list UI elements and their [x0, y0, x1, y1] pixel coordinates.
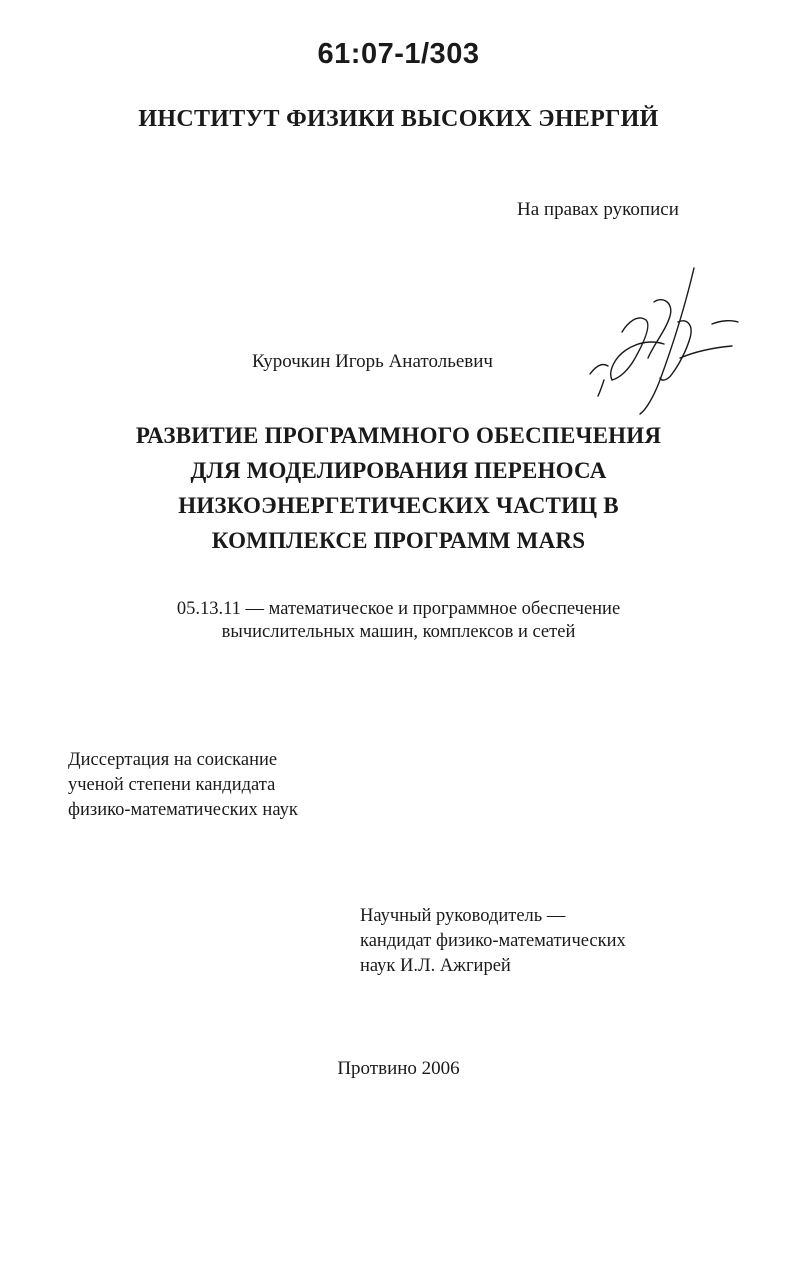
- dissertation-title: [0, 418, 797, 558]
- signature-stroke: [598, 380, 604, 396]
- signature-stroke: [612, 318, 648, 380]
- title-line: НИЗКОЭНЕРГЕТИЧЕСКИХ ЧАСТИЦ В: [178, 493, 619, 518]
- institute-name: ИНСТИТУТ ФИЗИКИ ВЫСОКИХ ЭНЕРГИЙ: [138, 106, 659, 132]
- catalog-number: 61:07-1/303: [317, 38, 480, 70]
- advisor-line: Научный руководитель —: [360, 906, 566, 926]
- specialty-code: [0, 598, 797, 644]
- specialty-line: 05.13.11 — математическое и программное обеспечение: [176, 599, 621, 619]
- title-line: ДЛЯ МОДЕЛИРОВАНИЯ ПЕРЕНОСА: [190, 458, 607, 483]
- degree-line: Диссертация на соискание: [68, 750, 278, 770]
- place-and-year: Протвино 2006: [337, 1058, 460, 1079]
- title-line: КОМПЛЕКСЕ ПРОГРАММ MARS: [211, 528, 586, 553]
- degree-line: ученой степени кандидата: [68, 775, 276, 795]
- advisor-line: наук И.Л. Ажгирей: [360, 956, 511, 976]
- signature-stroke: [611, 342, 664, 380]
- signature-stroke: [640, 268, 694, 414]
- advisor-line: кандидат физико-математических: [360, 931, 626, 951]
- signature-stroke: [680, 346, 732, 358]
- degree-line: физико-математических наук: [68, 800, 298, 820]
- author-name: Курочкин Игорь Анатольевич: [252, 351, 493, 372]
- title-line: РАЗВИТИЕ ПРОГРАММНОГО ОБЕСПЕЧЕНИЯ: [135, 423, 662, 448]
- signature-stroke: [648, 300, 671, 358]
- signature-stroke: [712, 321, 738, 324]
- signature-stroke: [590, 364, 608, 374]
- degree-statement: [68, 748, 298, 823]
- specialty-line: вычислительных машин, комплексов и сетей: [221, 622, 576, 642]
- author-signature: [582, 262, 742, 422]
- scientific-advisor: [360, 904, 626, 979]
- rights-note: На правах рукописи: [517, 199, 679, 220]
